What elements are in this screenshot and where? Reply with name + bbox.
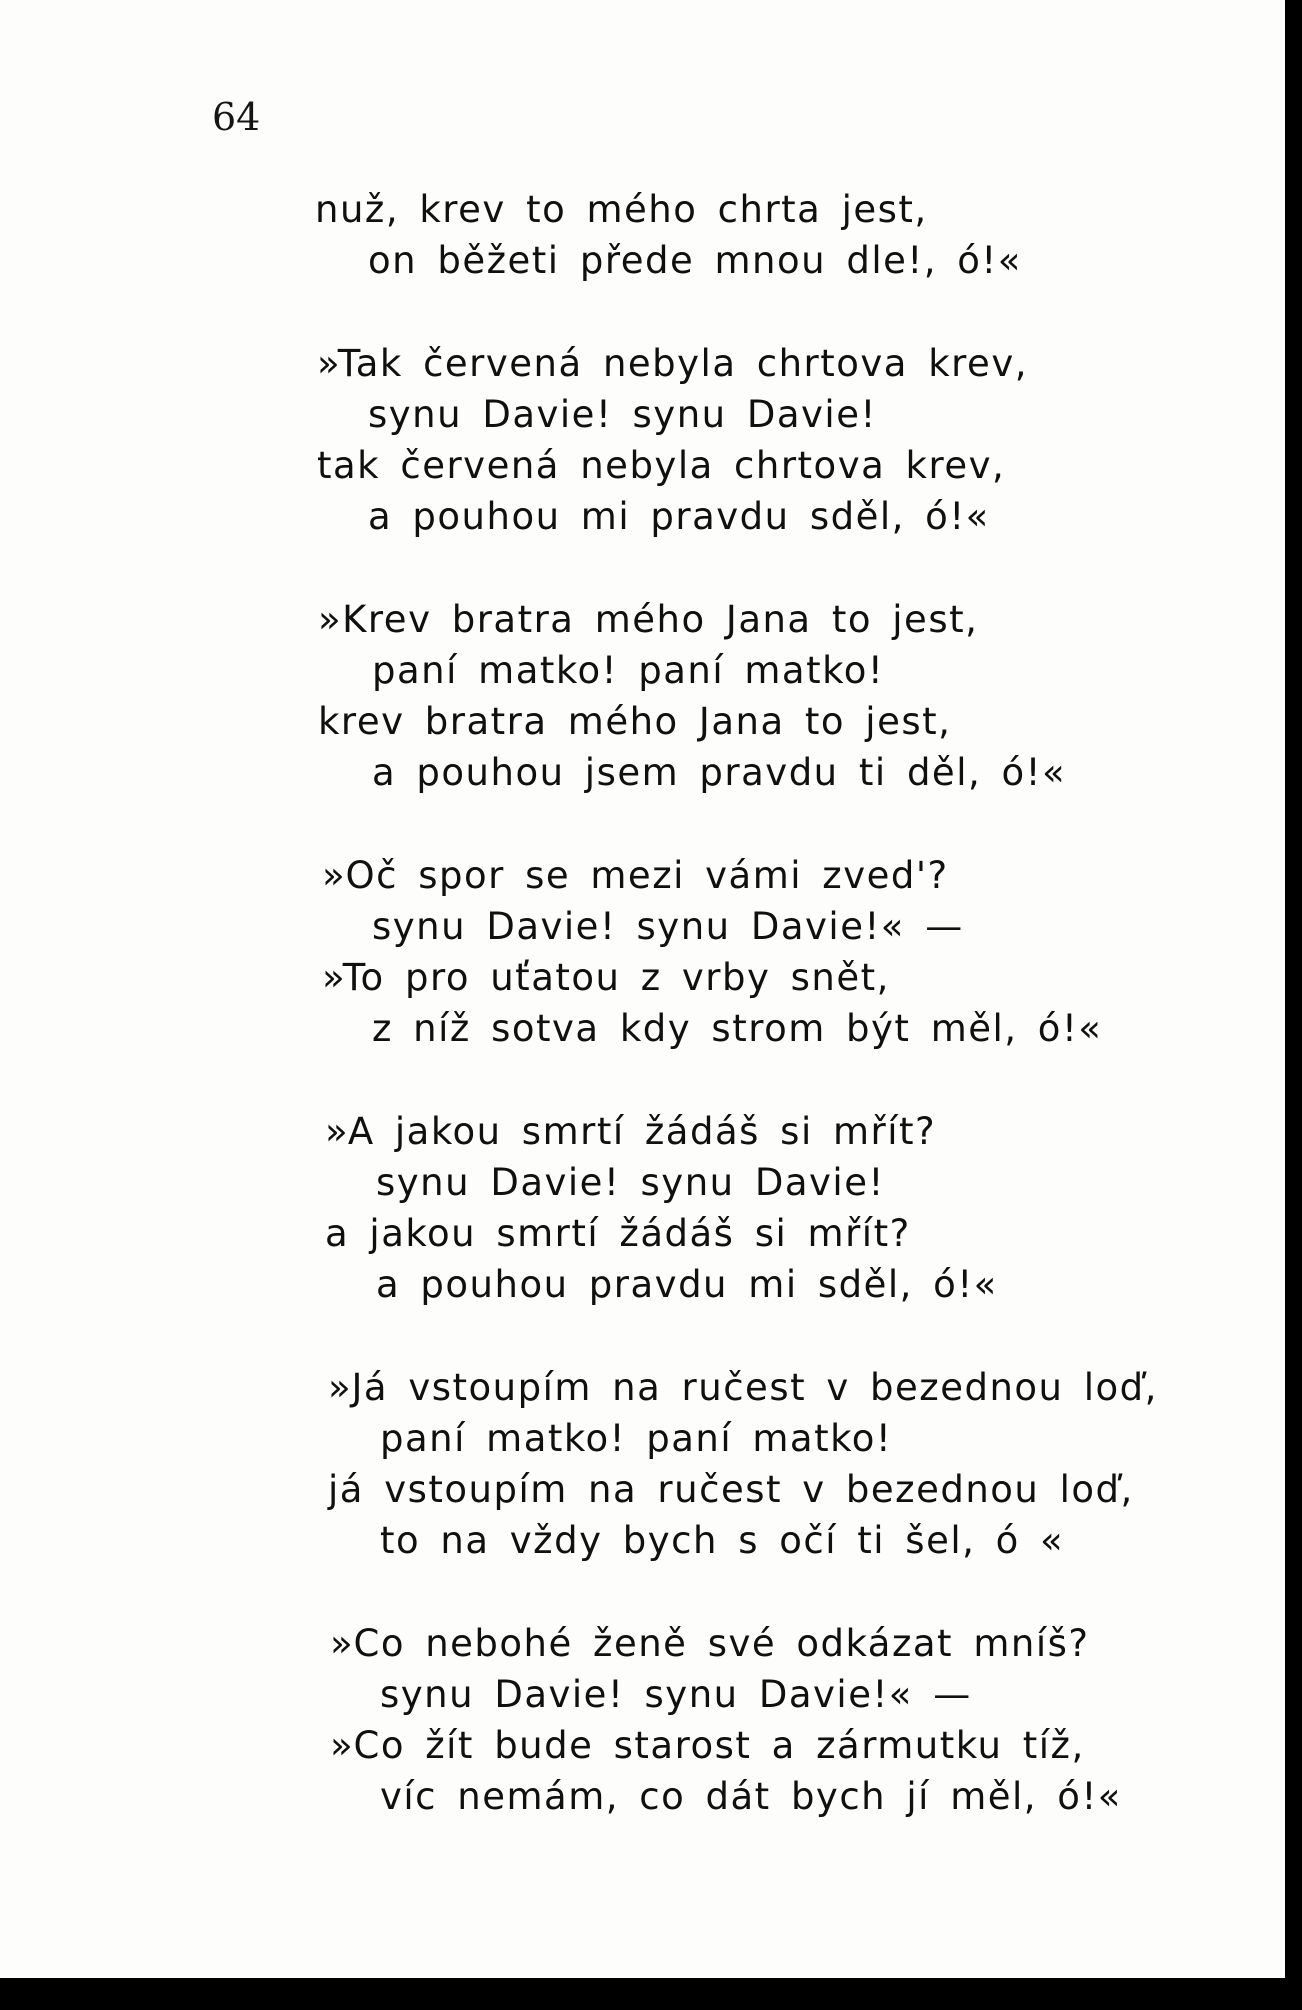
stanza xyxy=(0,594,1285,798)
verse-line: a jakou smrtí žádáš si mřít? xyxy=(325,1212,911,1255)
stanza xyxy=(0,1362,1285,1566)
verse-line: a pouhou pravdu mi sděl, ó!« xyxy=(376,1263,998,1306)
stanza xyxy=(0,850,1285,1054)
verse-line: víc nemám, co dát bych jí měl, ó!« xyxy=(380,1775,1122,1818)
verse-line: »Tak červená nebyla chrtova krev, xyxy=(317,342,1028,385)
verse-line: paní matko! paní matko! xyxy=(380,1417,893,1460)
verse-line: on běžeti přede mnou dle!, ó!« xyxy=(368,239,1022,282)
verse-line: tak červená nebyla chrtova krev, xyxy=(317,444,1006,487)
verse-line: »Já vstoupím na ručest v bezednou loď, xyxy=(328,1366,1158,1409)
verse-line: já vstoupím na ručest v bezednou loď, xyxy=(328,1468,1134,1511)
verse-line: synu Davie! synu Davie! xyxy=(376,1161,885,1204)
verse-line: »A jakou smrtí žádáš si mřít? xyxy=(325,1110,937,1153)
stanza xyxy=(0,1618,1285,1822)
verse-line: »Krev bratra mého Jana to jest, xyxy=(318,598,979,641)
verse-line: »Co žít bude starost a zármutku tíž, xyxy=(330,1724,1085,1767)
verse-line: nuž, krev to mého chrta jest, xyxy=(315,188,928,231)
verse-line: a pouhou mi pravdu sděl, ó!« xyxy=(368,495,990,538)
verse-line: »Co nebohé ženě své odkázat mníš? xyxy=(330,1622,1090,1665)
page-number: 64 xyxy=(212,95,261,139)
stanza xyxy=(0,1106,1285,1310)
stanza xyxy=(0,338,1285,542)
verse-line: synu Davie! synu Davie!« — xyxy=(380,1673,972,1716)
poem-text xyxy=(0,184,1285,1874)
verse-line: a pouhou jsem pravdu ti děl, ó!« xyxy=(372,751,1067,794)
verse-line: »Oč spor se mezi vámi zved'? xyxy=(322,854,949,897)
verse-line: to na vždy bych s očí ti šel, ó « xyxy=(380,1519,1065,1562)
verse-line: krev bratra mého Jana to jest, xyxy=(318,700,952,743)
verse-line: z níž sotva kdy strom být měl, ó!« xyxy=(372,1007,1103,1050)
stanza xyxy=(0,184,1285,286)
verse-line: »To pro uťatou z vrby snět, xyxy=(322,956,890,999)
verse-line: synu Davie! synu Davie! xyxy=(368,393,877,436)
verse-line: synu Davie! synu Davie!« — xyxy=(372,905,964,948)
verse-line: paní matko! paní matko! xyxy=(372,649,885,692)
